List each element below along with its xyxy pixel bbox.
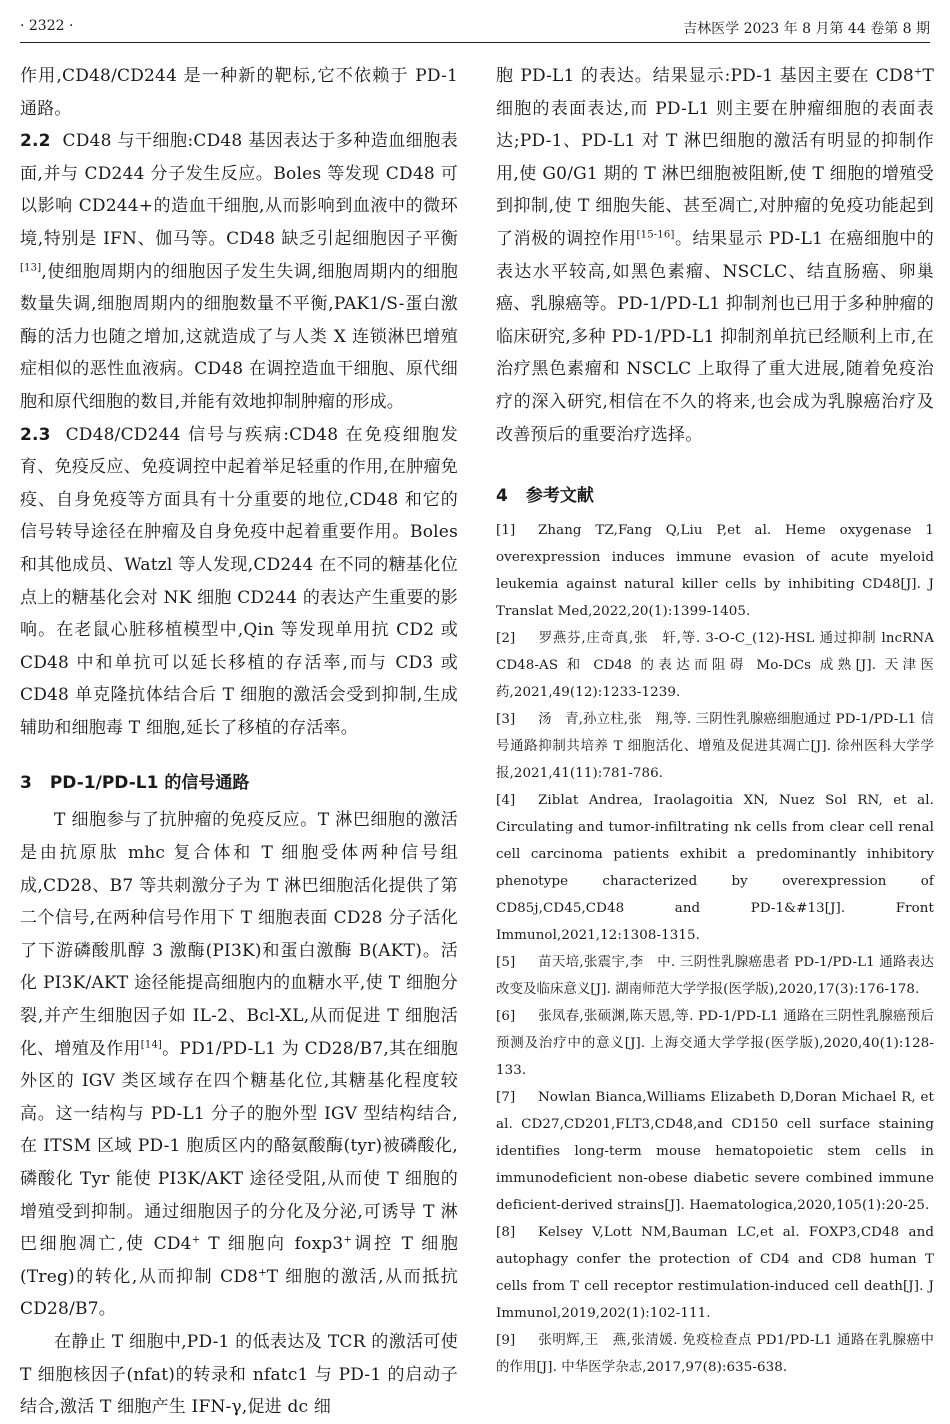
reference-list <box>496 517 934 1381</box>
citation-15-16: [15-16] <box>636 229 675 241</box>
section-3-paragraph-2: 在静止 T 细胞中,PD-1 的低表达及 TCR 的激活可使 T 细胞核因子(nfat)的转录和 nfatc1 与 PD-1 的启动子结合,激活 T 细胞产生 IFN-γ,促进 dc 细 <box>20 1331 458 1418</box>
reference-number: [2] <box>496 631 516 647</box>
section-2-3-text: CD48/CD244 信号与疾病:CD48 在免疫细胞发育、免疫反应、免疫调控中起着举足轻重的作用,在肿瘤免疫、自身免疫等方面具有十分重要的地位,CD48 和它的信号转导途径在肿瘤及自身免疫中起着重要作用。Boles 和其他成员、Watzl 等人发现,CD244 在不同的糖基化位点上的糖基化会对 NK 细胞 CD244 的表达产生重要的影响。在老鼠心脏移植模型中,Qin 等发现单用抗 CD2 或 CD48 中和单抗可以延长移植的存活率,而与 CD3 或 CD48 单克隆抗体结合后 T 细胞的激活会受到抑制,生成辅助和细胞毒 T 细胞,延长了移植的存活率。 <box>20 424 458 738</box>
reference-number: [7] <box>496 1090 516 1106</box>
reference-number: [3] <box>496 712 516 728</box>
reference-item <box>496 706 934 787</box>
reference-text: 汤 青,孙立柱,张 翔,等. 三阴性乳腺癌细胞通过 PD-1/PD-L1 信号通路抑制共培养 T 细胞活化、增殖及促进其凋亡[J]. 徐州医科大学学报,2021,41(11):781-786. <box>496 712 934 782</box>
section-2-2-number: 2.2 <box>20 131 51 152</box>
reference-item <box>496 625 934 706</box>
reference-text: Kelsey V,Lott NM,Bauman LC,et al. FOXP3,CD48 and autophagy confer the protection of CD4 and CD8 human T cells from T cell receptor restimulation-induced cell death[J]. J Immunol,2019,202(1):102-111. <box>496 1225 934 1322</box>
section-3-number: 3 <box>20 773 32 794</box>
s3-p1-part-d: 调控 T 细胞(Treg)的转化,从而抑制 CD8 <box>20 1234 459 1287</box>
reference-text: Zhang TZ,Fang Q,Liu P,et al. Heme oxygenase 1 overexpression induces immune evasion of acute myeloid leukemia against natural killer cells by inhibiting CD48[J]. J Translat Med,2022,20(1):1399-1405. <box>496 523 934 620</box>
citation-14: [14] <box>140 1038 163 1050</box>
superscript-plus: + <box>191 1234 201 1246</box>
r-p1-part-b: T 细胞的表面表达,而 PD-L1 则主要在肿瘤细胞的表面表达;PD-1、PD-L1 对 T 淋巴细胞的激活有明显的抑制作用,使 G0/G1 期的 T 淋巴细胞被阻断,使 T 细胞的增殖受到抑制,使 T 细胞失能、甚至凋亡,对肿瘤的免疫功能起到了消极的调控作用 <box>496 66 934 249</box>
right-paragraph-1 <box>496 60 934 451</box>
superscript-plus: + <box>343 1234 353 1246</box>
section-3-title: PD-1/PD-L1 的信号通路 <box>49 773 250 794</box>
references-heading <box>496 481 934 511</box>
reference-number: [1] <box>496 523 516 539</box>
s3-p1-part-a: T 细胞参与了抗肿瘤的免疫反应。T 淋巴细胞的激活是由抗原肽 mhc 复合体和 T 细胞受体两种信号组成,CD28、B7 等共刺激分子为 T 淋巴细胞活化提供了第二个信号,在两种信号作用下 T 细胞表面 CD28 分子活化了下游磷酸肌醇 3 激酶(PI3K)和蛋白激酶 B(AKT)。活化 PI3K/AKT 途径能提高细胞内的血糖水平,使 T 细胞分裂,并产生细胞因子如 IL-2、Bcl-XL,从而促进 T 细胞活化、增殖及作用 <box>20 810 458 1059</box>
s3-p1-part-e: T 细胞的激活,从而抵抗 CD28/B7。 <box>20 1266 458 1320</box>
reference-text: 苗天培,张震宇,李 中. 三阴性乳腺癌患者 PD-1/PD-L1 通路表达改变及临床意义[J]. 湖南师范大学学报(医学版),2020,17(3):176-178. <box>496 955 934 998</box>
reference-item <box>496 1327 934 1381</box>
reference-text: 张明辉,王 燕,张清媛. 免疫检查点 PD1/PD-L1 通路在乳腺癌中的作用[J]. 中华医学杂志,2017,97(8):635-638. <box>496 1333 934 1376</box>
citation-13: [13] <box>20 261 42 273</box>
reference-item <box>496 1003 934 1084</box>
r-p1-part-c: 。结果显示 PD-L1 在癌细胞中的表达水平较高,如黑色素瘤、NSCLC、结直肠癌、卵巢癌、乳腺癌等。PD-1/PD-L1 抑制剂也已用于多种肿瘤的临床研究,多种 PD-1/PD-L1 抑制剂单抗已经顺利上市,在治疗黑色素瘤和 NSCLC 上取得了重大进展,随着免疫治疗的深入研究,相信在不久的将来,也会成为乳腺癌治疗及改善预后的重要治疗选择。 <box>496 228 934 445</box>
reference-number: [5] <box>496 955 516 971</box>
page-number: · 2322 · <box>20 18 74 34</box>
page-header <box>20 10 930 43</box>
reference-number: [9] <box>496 1333 516 1349</box>
reference-item <box>496 787 934 949</box>
reference-text: 罗燕芬,庄奇真,张 轩,等. 3-O-C_(12)-HSL 通过抑制 lncRNA CD48-AS 和 CD48 的表达而阻碍 Mo-DCs 成熟[J]. 天津医药,2021,49(12):1233-1239. <box>496 631 934 701</box>
section-2-2-text-cont: ,使细胞周期内的细胞因子发生失调,细胞周期内的细胞数量失调,细胞周期内的细胞数量不平衡,PAK1/S-蛋白激酶的活力也随之增加,这就造成了与人类 X 连锁淋巴增殖症相似的恶性血液病。CD48 在调控造血干细胞、原代细胞和原代细胞的数目,并能有效地抑制肿瘤的形成。 <box>20 261 458 412</box>
reference-item <box>496 949 934 1003</box>
journal-info: 吉林医学 2023 年 8 月第 44 卷第 8 期 <box>683 21 930 37</box>
references-title: 参考文献 <box>525 486 594 507</box>
s3-p1-part-c: T 细胞向 foxp3 <box>200 1234 344 1255</box>
section-3-heading <box>20 768 458 798</box>
reference-item <box>496 1084 934 1219</box>
right-column <box>496 60 934 1381</box>
reference-text: 张凤春,张硕渊,陈天恩,等. PD-1/PD-L1 通路在三阴性乳腺癌预后预测及治疗中的意义[J]. 上海交通大学学报(医学版),2020,40(1):128-133. <box>496 1009 934 1079</box>
references-number: 4 <box>496 486 508 507</box>
section-2-2-text: CD48 与干细胞:CD48 基因表达于多种造血细胞表面,并与 CD244 分子发生反应。Boles 等发现 CD48 可以影响 CD244+的造血干细胞,从而影响到血液中的微环境,特别是 IFN、伽马等。CD48 缺乏引起细胞因子平衡 <box>20 131 458 249</box>
section-2-3-number: 2.3 <box>20 424 51 445</box>
left-column <box>20 60 458 1424</box>
reference-number: [6] <box>496 1009 516 1025</box>
superscript-plus: + <box>913 66 923 78</box>
superscript-plus: + <box>258 1267 267 1279</box>
reference-item <box>496 517 934 625</box>
paragraph-continued: 作用,CD48/CD244 是一种新的靶标,它不依赖于 PD-1 通路。 <box>20 66 458 119</box>
s3-p1-part-b: 。PD1/PD-L1 为 CD28/B7,其在细胞外区的 IGV 类区域存在四个糖基化位,其糖基化程度较高。这一结构与 PD-L1 分子的胞外型 IGV 型结构结合,在 ITSM 区域 PD-1 胞质区内的酪氨酸酶(tyr)被磷酸化,磷酸化 Tyr 能使 PI3K/AKT 途径受阻,从而使 T 细胞的增殖受到抑制。通过细胞因子的分化及分泌,可诱导 T 淋巴细胞凋亡,使 CD4 <box>20 1038 458 1255</box>
reference-text: Nowlan Bianca,Williams Elizabeth D,Doran Michael R, et al. CD27,CD201,FLT3,CD48,and CD150 cell surface staining identifies long-term mouse hematopoietic stem cells in immunodeficient non-obese diabetic severe combined immune deficient-derived strains[J]. Haematologica,2020,105(1):20-25. <box>496 1090 934 1214</box>
section-2-3 <box>20 419 458 745</box>
section-3-paragraph-1 <box>20 804 458 1326</box>
reference-number: [4] <box>496 793 516 809</box>
section-2-2 <box>20 125 458 418</box>
r-p1-part-a: 胞 PD-L1 的表达。结果显示:PD-1 基因主要在 CD8 <box>496 66 914 86</box>
reference-number: [8] <box>496 1225 516 1241</box>
reference-item <box>496 1219 934 1327</box>
reference-text: Ziblat Andrea, Iraolagoitia XN, Nuez Sol RN, et al. Circulating and tumor-infiltrating nk cells from clear cell renal cell carcinoma patients exhibit a predominantly inhibitory phenotype characterized by overexpression of CD85j,CD45,CD48 and PD-1&#13[J]. Front Immunol,2021,12:1308-1315. <box>496 793 934 944</box>
